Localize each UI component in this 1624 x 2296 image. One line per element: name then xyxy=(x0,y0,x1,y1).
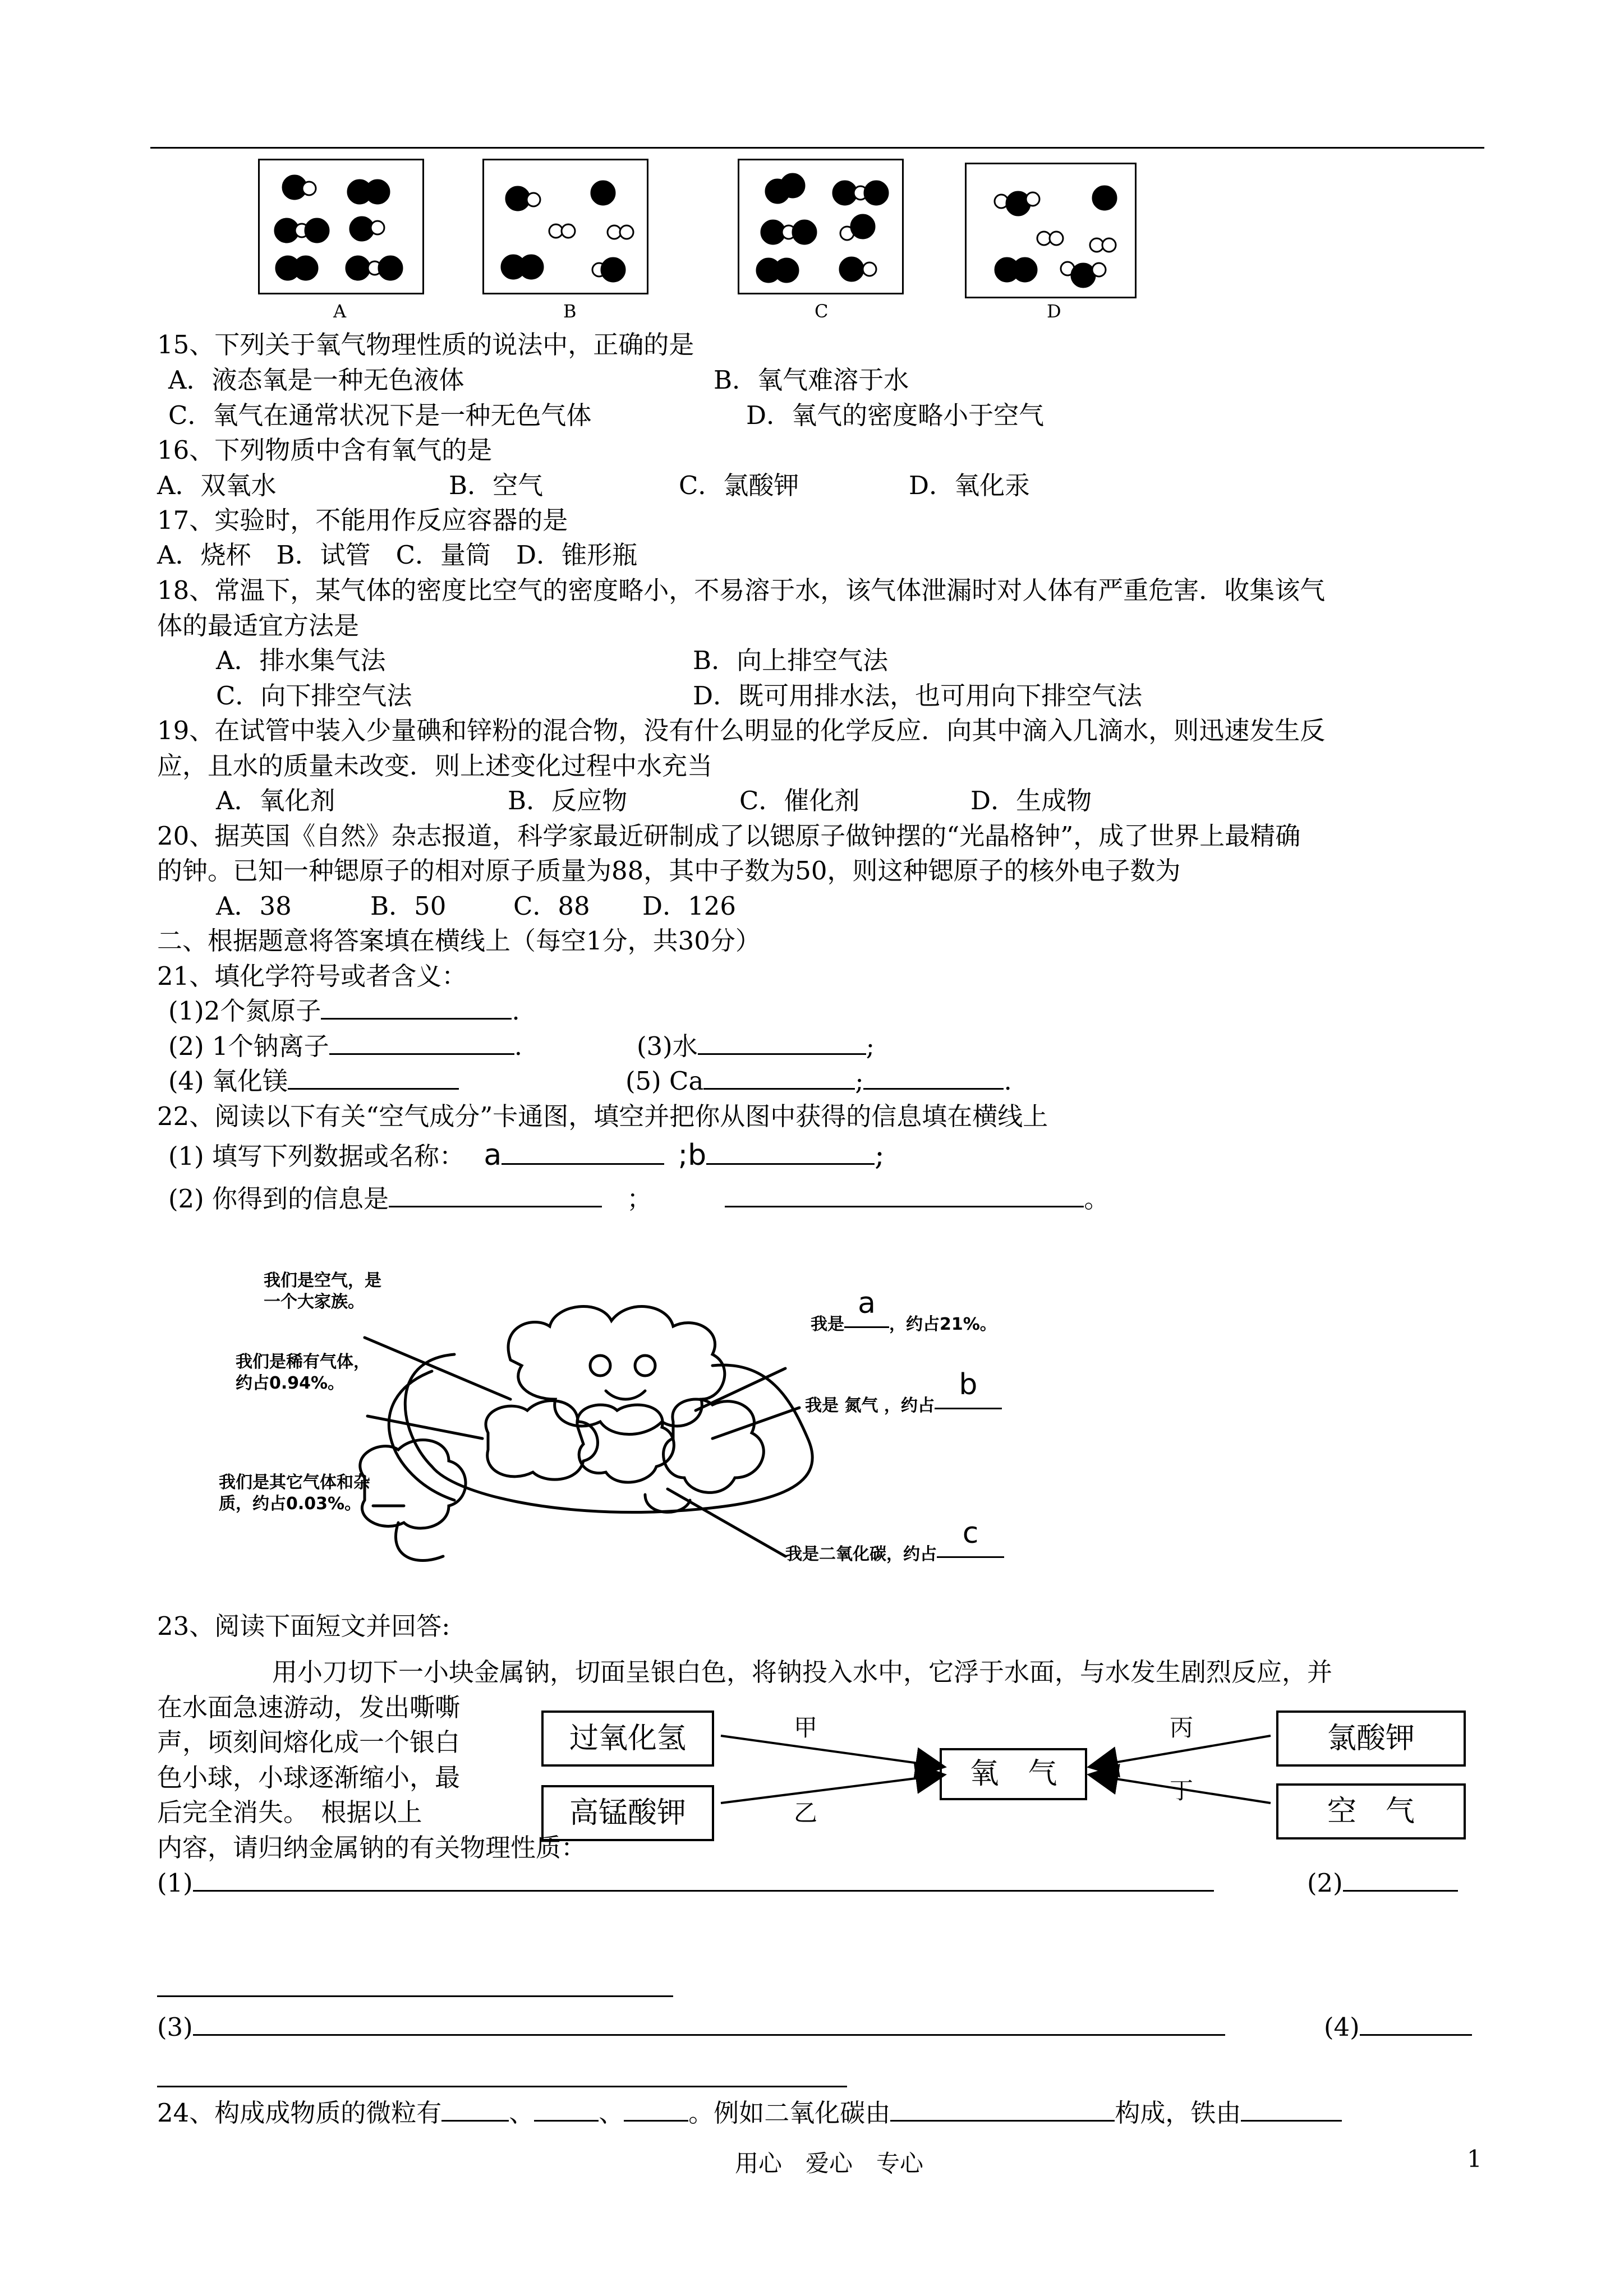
q23-answer-3 xyxy=(157,2011,1225,2044)
cartoon-blank-c-label: c xyxy=(962,1516,979,1550)
q20-stem-line1: 20、据英国《自然》杂志报道，科学家最近研制成了以锶原子做钟摆的“光晶格钟”，成了世界上最精确 xyxy=(157,821,1301,851)
q21-part5-semi: ; xyxy=(855,1066,864,1096)
molecule-diagram-a xyxy=(260,160,422,293)
q23-para-line3: 声，顷刻间熔化成一个银白 xyxy=(157,1727,461,1757)
q15-stem: 15、下列关于氧气物理性质的说法中，正确的是 xyxy=(157,330,694,359)
q24-particle-blank-3[interactable] xyxy=(624,2096,688,2122)
molecule-diagram-c xyxy=(739,160,902,293)
cartoon-blank-c xyxy=(937,1516,1004,1558)
q16-option-b: B．空气 xyxy=(449,471,544,500)
q23-stem: 23、阅读下面短文并回答: xyxy=(157,1611,450,1641)
q21-part5-label: (5) Ca xyxy=(625,1066,704,1096)
q16-stem: 16、下列物质中含有氧气的是 xyxy=(157,435,493,465)
q19-option-c: C．催化剂 xyxy=(739,786,860,815)
q21-part5 xyxy=(625,1064,1012,1098)
flow-label-jia: 甲 xyxy=(794,1714,818,1741)
q16-option-d: D．氧化汞 xyxy=(909,471,1030,500)
q20-stem-line2: 的钟。已知一种锶原子的相对原子质量为88，其中子数为50，则这种锶原子的核外电子数为 xyxy=(157,856,1181,886)
q22-stem: 22、阅读以下有关“空气成分”卡通图，填空并把你从图中获得的信息填在横线上 xyxy=(157,1101,1048,1131)
cartoon-oxygen-pre: 我是 xyxy=(811,1315,844,1334)
q23-answer-2 xyxy=(1307,1866,1458,1900)
molecule-label-d: D xyxy=(1047,301,1061,322)
air-composition-cartoon xyxy=(219,1253,1128,1596)
cartoon-oxygen-post: ，约占21%。 xyxy=(889,1315,997,1334)
q24-particle-blank-1[interactable] xyxy=(441,2096,509,2122)
flow-box-hydrogen-peroxide: 过氧化氢 xyxy=(541,1711,714,1767)
q19-option-d: D．生成物 xyxy=(970,786,1092,815)
q24-dun-2: 、 xyxy=(599,2098,624,2128)
cartoon-blank-a-label: a xyxy=(858,1287,876,1320)
cartoon-nitrogen-pre: 我是 氮气 ，约占 xyxy=(805,1396,935,1416)
cartoon-bubble-air-family: 我们是空气，是一个大家族。 xyxy=(264,1271,381,1312)
q24-co2-blank[interactable] xyxy=(890,2096,1115,2122)
q22-part2-label: (2) 你得到的信息是 xyxy=(168,1184,389,1214)
q15-option-c: C．氧气在通常状况下是一种无色气体 xyxy=(168,400,592,430)
molecule-box-b xyxy=(482,159,648,294)
q22-part1-semi: ; xyxy=(875,1138,885,1172)
q21-part5-blank-1[interactable] xyxy=(703,1064,855,1090)
q15-option-b: B．氧气难溶于水 xyxy=(714,365,909,395)
q18-option-a: A．排水集气法 xyxy=(216,646,386,675)
q16-option-a: A．双氧水 xyxy=(157,471,277,500)
q23-answer-2-label: (2) xyxy=(1307,1868,1343,1898)
q15-option-a: A．液态氧是一种无色液体 xyxy=(168,365,464,395)
q18-stem-line2: 体的最适宜方法是 xyxy=(157,611,360,640)
molecule-box-a xyxy=(258,159,424,294)
q18-option-b: B．向上排空气法 xyxy=(693,646,889,675)
q24-dun-1: 、 xyxy=(509,2098,535,2128)
q22-part2 xyxy=(168,1182,1109,1216)
q23-answer-4-blank[interactable] xyxy=(1360,2011,1472,2036)
q23-para-line4: 色小球，小球逐渐缩小，最 xyxy=(157,1763,461,1792)
q20-option-d: D．126 xyxy=(642,891,736,921)
q22-part2-end: 。 xyxy=(1084,1184,1110,1214)
q22-info-blank-1[interactable] xyxy=(389,1182,602,1207)
cartoon-bubble-nitrogen xyxy=(805,1368,1002,1417)
molecule-label-b: B xyxy=(563,301,577,322)
q23-answer-4 xyxy=(1324,2011,1472,2044)
q24-label: 24、构成成物质的微粒有 xyxy=(157,2098,442,2128)
q23-para-line6: 内容，请归纳金属钠的有关物理性质： xyxy=(157,1833,587,1862)
molecule-label-c: C xyxy=(815,301,829,322)
q23-para-line5: 后完全消失。 根据以上 xyxy=(157,1797,422,1827)
q19-stem-line2: 应，且水的质量未改变．则上述变化过程中水充当 xyxy=(157,751,713,781)
q17-stem: 17、实验时，不能用作反应容器的是 xyxy=(157,505,568,535)
molecule-box-c xyxy=(738,159,904,294)
q21-part1-label: (1)2个氮原子 xyxy=(168,996,321,1026)
molecule-box-d xyxy=(965,163,1137,298)
cartoon-bubble-noble-gas: 我们是稀有气体，约占0.94%。 xyxy=(236,1352,370,1393)
cartoon-bubble-co2 xyxy=(785,1516,1004,1565)
q21-part4 xyxy=(168,1064,459,1098)
q21-part5-blank-2[interactable] xyxy=(863,1064,1004,1090)
q21-part5-dot: . xyxy=(1004,1066,1012,1096)
flow-box-air: 空 气 xyxy=(1276,1783,1466,1839)
footer-motto: 用心 爱心 专心 xyxy=(735,2150,924,2177)
cartoon-blank-b-label: b xyxy=(959,1368,978,1401)
molecule-diagram-b xyxy=(484,160,647,293)
flow-box-oxygen: 氧 气 xyxy=(940,1748,1087,1800)
q19-option-a: A．氧化剂 xyxy=(216,786,335,815)
q23-para-line1: 用小刀切下一小块金属钠，切面呈银白色，将钠投入水中，它浮于水面，与水发生剧烈反应，并 xyxy=(272,1657,1333,1687)
footer-page-number: 1 xyxy=(1467,2145,1482,2173)
q24-stem xyxy=(157,2096,1342,2130)
oxygen-source-diagram xyxy=(536,1705,1484,1839)
q21-part3-semi: ; xyxy=(866,1031,875,1061)
molecule-label-a: A xyxy=(333,301,347,322)
q23-answer-4-label: (4) xyxy=(1324,2012,1360,2042)
q20-option-c: C．88 xyxy=(513,891,590,921)
cartoon-bubble-other-gases: 我们是其它气体和杂质，约占0.03%。 xyxy=(219,1473,370,1514)
q21-part1 xyxy=(168,994,520,1028)
q19-stem-line1: 19、在试管中装入少量碘和锌粉的混合物，没有什么明显的化学反应．向其中滴入几滴水，则迅速发生反 xyxy=(157,716,1326,745)
q24-particle-blank-2[interactable] xyxy=(534,2096,599,2122)
q20-option-a: A．38 xyxy=(216,891,292,921)
q15-option-d: D．氧气的密度略小于空气 xyxy=(746,400,1045,430)
cartoon-blank-a xyxy=(844,1287,889,1328)
header-rule xyxy=(150,147,1484,149)
q21-part4-label: (4) 氧化镁 xyxy=(168,1066,288,1096)
flow-label-yi: 乙 xyxy=(794,1799,818,1827)
q24-iron-blank[interactable] xyxy=(1241,2096,1342,2122)
q22-blank-b-label: ;b xyxy=(678,1138,707,1172)
flow-label-ding: 丁 xyxy=(1170,1777,1194,1804)
q22-blank-a-label: a xyxy=(484,1138,502,1172)
q22-blank-b[interactable] xyxy=(706,1140,875,1165)
q23-answer-2-continuation[interactable] xyxy=(157,1994,673,1997)
cartoon-bubble-oxygen xyxy=(811,1287,997,1335)
q21-part1-blank[interactable] xyxy=(321,994,512,1020)
q22-part1 xyxy=(168,1138,885,1173)
q23-answer-1-blank[interactable] xyxy=(193,1866,1214,1892)
flow-box-potassium-chlorate: 氯酸钾 xyxy=(1276,1711,1466,1767)
q23-answer-3-label: (3) xyxy=(157,2012,193,2042)
q24-mid: 。例如二氧化碳由 xyxy=(688,2098,891,2128)
q21-part4-blank[interactable] xyxy=(288,1064,459,1090)
q23-answer-3-blank[interactable] xyxy=(193,2011,1225,2036)
q23-answer-4-continuation[interactable] xyxy=(157,2084,847,2087)
q17-options: A．烧杯 B．试管 C．量筒 D．锥形瓶 xyxy=(157,540,638,570)
q23-answer-1 xyxy=(157,1866,1214,1900)
q23-answer-1-label: (1) xyxy=(157,1868,193,1898)
q21-part1-dot: . xyxy=(512,996,520,1026)
q19-option-b: B．反应物 xyxy=(508,786,628,815)
section2-heading: 二、根据题意将答案填在横线上（每空1分，共30分） xyxy=(157,926,761,956)
q21-part3-blank[interactable] xyxy=(698,1030,866,1055)
q20-option-b: B．50 xyxy=(370,891,447,921)
q23-answer-2-blank[interactable] xyxy=(1343,1866,1458,1892)
q21-part2 xyxy=(168,1030,522,1063)
cartoon-co2-pre: 我是二氧化碳，约占 xyxy=(785,1545,937,1564)
q22-part2-sep: ； xyxy=(627,1184,652,1214)
flow-box-potassium-permanganate: 高锰酸钾 xyxy=(541,1785,714,1841)
q21-part2-blank[interactable] xyxy=(329,1030,514,1055)
q23-para-line2: 在水面急速游动，发出嘶嘶 xyxy=(157,1693,461,1722)
q21-part3-label: (3)水 xyxy=(637,1031,698,1061)
cartoon-blank-b xyxy=(935,1368,1002,1409)
q22-info-blank-2[interactable] xyxy=(725,1182,1084,1207)
q22-part1-label: (1) 填写下列数据或名称： xyxy=(168,1141,465,1171)
q16-option-c: C．氯酸钾 xyxy=(679,471,799,500)
q18-stem-line1: 18、常温下，某气体的密度比空气的密度略小，不易溶于水，该气体泄漏时对人体有严重危害．收集该气 xyxy=(157,575,1326,605)
q18-option-d: D．既可用排水法，也可用向下排空气法 xyxy=(693,681,1143,711)
q21-stem: 21、填化学符号或者含义： xyxy=(157,961,467,991)
q21-part2-dot: . xyxy=(514,1031,522,1061)
flow-label-bing: 丙 xyxy=(1170,1714,1194,1741)
q21-part3 xyxy=(637,1030,875,1063)
q22-blank-a[interactable] xyxy=(502,1140,664,1165)
q21-part2-label: (2) 1个钠离子 xyxy=(168,1031,329,1061)
q24-gou: 构成，铁由 xyxy=(1115,2098,1241,2128)
molecule-diagram-d xyxy=(967,164,1135,297)
q18-option-c: C．向下排空气法 xyxy=(216,681,412,711)
